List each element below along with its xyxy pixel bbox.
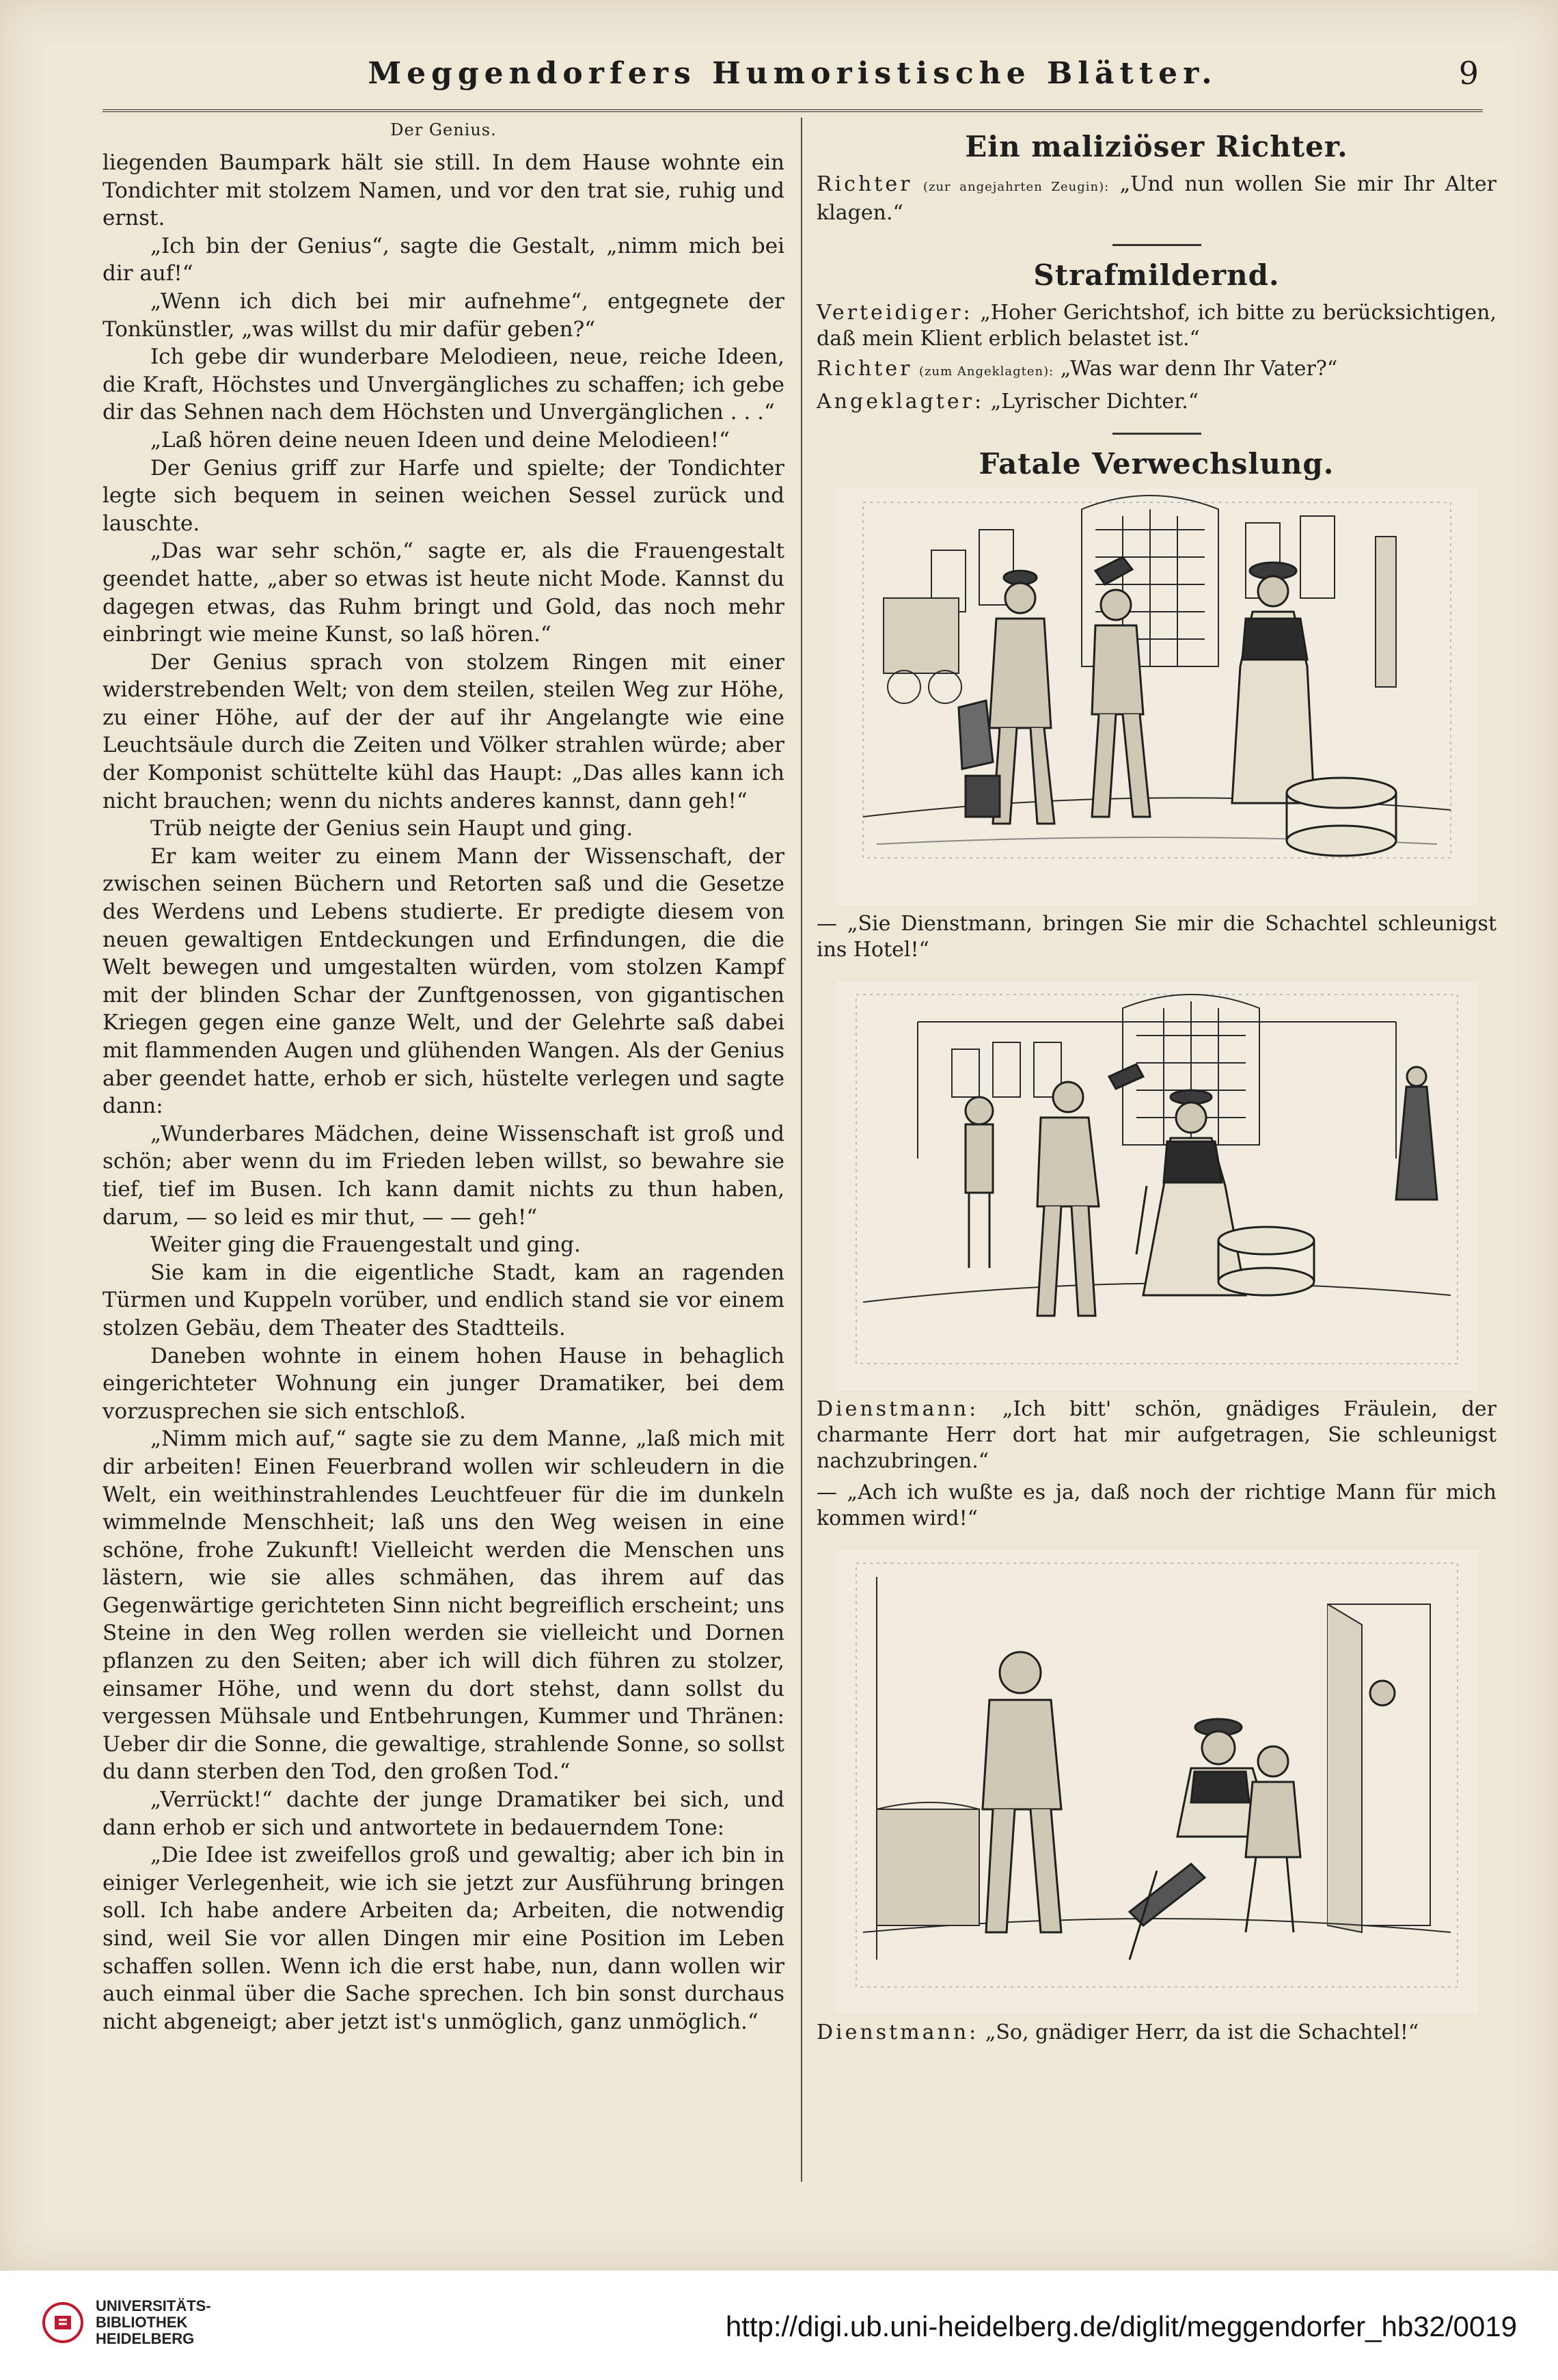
paragraph: Weiter ging die Frauengestalt und ging. (150, 1232, 581, 1258)
illustration-caption-reply: — „Ach ich wußte es ja, daß noch der richtige Mann für mich kommen wird!“ (817, 1480, 1496, 1530)
paragraph: „Die Idee ist zweifellos groß und gewaltig; aber ich bin in einiger Verlegenheit, wie ich sie jetzt zur Ausführung bringen soll. Ich habe andere Arbeiten da; Arbeiten, die notwendig sind, weil Sie vor allen Dingen mir eine Position im Leben schaffen sollen. Wenn ich die erst habe, nun, dann wollen wir auch einmal über die Sache sprechen. Ich bin sonst durchaus nicht abgeneigt; aber jetzt ist's unmöglich, ganz unmöglich.“ (102, 1843, 784, 2034)
illustration-caption (817, 1396, 1496, 1474)
dialog-line (817, 389, 1496, 415)
illustration-drawing (836, 1550, 1478, 2014)
section-rule (1112, 244, 1201, 246)
paragraph: Er kam weiter zu einem Mann der Wissenschaft, der zwischen seinen Büchern und Retorten saß und die Gesetze des Werdens und Lebens studierte. Er predigte diesem von neuen gewaltigen Entdeckungen und Erfindungen, die die Welt bewegen und umgestalten würden, vom stolzen Kampf mit der blinden Schar der Zunftgenossen, von gigantischen Kriegen gegen eine ganze Welt, und der Gelehrte saß dabei mit flammenden Augen und glühenden Wangen. Als der Genius aber geendet hatte, erhob er sich, hüstelte verlegen und sagte dann: (102, 843, 784, 1119)
illustration-drawing (836, 489, 1478, 906)
caption-text: „So, gnädiger Herr, da ist die Schachtel!“ (985, 2020, 1419, 2044)
speaker-label: Dienstmann: (817, 1397, 979, 1421)
column-divider (801, 118, 802, 2182)
stage-note: (zur angejahrten Zeugin): (922, 180, 1110, 194)
left-column (102, 118, 784, 2189)
dialog-text: „Und nun wollen Sie mir Ihr Alter klagen.“ (817, 172, 1496, 225)
paragraph: „Wunderbares Mädchen, deine Wissenschaft ist groß und schön; aber wenn du im Frieden leben willst, so bewahre sie tief, tief im Busen. Ich kann damit nichts zu thun haben, darum, — so leid es mir thut, — — geh!“ (102, 1121, 784, 1230)
page-number: 9 (1458, 55, 1479, 92)
journal-title: Meggendorfers Humoristische Blätter. (368, 56, 1218, 91)
page-header (102, 48, 1483, 112)
paragraph: Daneben wohnte in einem hohen Hause in behaglich eingerichteter Wohnung ein junger Dramatiker, bei dem vorzusprechen sie sich entschloß. (102, 1343, 784, 1424)
illustration-meeting-scene (836, 981, 1478, 1391)
dialog-line (817, 356, 1496, 385)
paragraph: „Nimm mich auf,“ sagte sie zu dem Manne, „laß mich mit dir arbeiten! Einen Feuerbrand wollen wir schleudern in die Welt, ein weithinstrahlendes Leuchtfeuer für die im dunkeln wimmelnde Menschheit; laß uns den Weg weisen in eine schöne, frohe Zukunft! Vielleicht werden die Menschen uns lästern, wie sie alles schmähen, das ihrem auf das Gegenwärtige gerichteten Sinn nicht begreiflich erscheint; uns Steine in den Weg rollen werden sie vielleicht und Dornen pflanzen zu den Seiten; aber ich will dich führen zu stolzer, einsamer Höhe, und wenn du dort stehst, dann sollst du vergessen Mühsale und Entbehrungen, Kummer und Thränen: Ueber dir die Sonne, die gewaltige, strahlende Sonne, so sollst du dann sterben den Tod, den großen Tod.“ (102, 1426, 784, 1785)
library-name-line: HEIDELBERG (96, 2330, 195, 2347)
illustration-caption (817, 2020, 1496, 2046)
paragraph: „Laß hören deine neuen Ideen und deine Melodieen!“ (150, 427, 730, 452)
speaker-label: Richter (817, 357, 913, 381)
illustration-caption: — „Sie Dienstmann, bringen Sie mir die Schachtel schleunigst ins Hotel!“ (817, 912, 1496, 962)
library-name-line: UNIVERSITÄTS- (96, 2297, 211, 2314)
paragraph: „Ich bin der Genius“, sagte die Gestalt, „nimm mich bei dir auf!“ (102, 233, 784, 286)
section-title: Strafmildernd. (1033, 258, 1280, 292)
paragraph: Sie kam in die eigentliche Stadt, kam an ragenden Türmen und Kuppeln vorüber, und endlich stand sie vor einem stolzen Gebäu, dem Theater des Stadtteils. (102, 1260, 784, 1340)
source-url-link[interactable]: http://digi.ub.uni-heidelberg.de/diglit/meggendorfer_hb32/0019 (725, 2310, 1517, 2342)
viewer-footer (0, 2271, 1558, 2380)
section-title: Fatale Verwechslung. (979, 447, 1335, 481)
stage-note: (zum Angeklagten): (919, 364, 1054, 379)
dialog-text: „Lyrischer Dichter.“ (990, 390, 1199, 414)
section-rule (1112, 433, 1201, 435)
caption-text: „Ich bitt' schön, gnädiges Fräulein, der charmante Herr dort hat mir aufgetragen, Sie schleunigst nachzubringen.“ (817, 1397, 1496, 1473)
speaker-label: Angeklagter: (817, 390, 985, 414)
speaker-label: Richter (817, 172, 913, 196)
paragraph: Der Genius sprach von stolzem Ringen mit einer widerstrebenden Welt; von dem steilen, steilen Weg zur Höhe, zu einer Höhe, auf der der auf ihr Angelangte wie eine Leuchtsäule durch die Zeiten und Völker strahlen würde; aber der Komponist schüttelte kühl das Haupt: „Das alles kann ich nicht brauchen; wenn du nichts anderes kannst, dann geh!“ (102, 649, 784, 813)
paragraph: „Verrückt!“ dachte der junge Dramatiker bei sich, und dann erhob er sich und antwortete in bedauerndem Tone: (102, 1787, 784, 1840)
library-name (96, 2298, 211, 2347)
paragraph: „Das war sehr schön,“ sagte er, als die Frauengestalt geendet hatte, „aber so etwas ist heute nicht Mode. Kannst du dagegen etwas, das Ruhm bringt und Gold, das noch mehr einbringt wie meine Kunst, so laß hören.“ (102, 539, 784, 647)
dialog-text: „Was war denn Ihr Vater?“ (1060, 357, 1338, 381)
illustration-street-scene (836, 489, 1478, 906)
university-seal-icon (41, 2301, 85, 2344)
dialog-line (817, 172, 1496, 226)
illustration-drawing (836, 981, 1478, 1391)
dialog-line (817, 300, 1496, 352)
paragraph: Ich gebe dir wunderbare Melodieen, neue, reiche Ideen, die Kraft, Höchstes und Unvergängliches zu schaffen; ich gebe dir das Sehnen nach dem Höchsten und Unvergänglichen . . .“ (102, 344, 784, 425)
speaker-label: Dienstmann: (817, 2020, 979, 2044)
story-title: Der Genius. (390, 120, 497, 139)
illustration-door-scene (836, 1550, 1478, 2014)
paragraph: „Wenn ich dich bei mir aufnehme“, entgegnete der Tonkünstler, „was willst du mir dafür geben?“ (102, 288, 784, 342)
paragraph: Trüb neigte der Genius sein Haupt und ging. (150, 816, 633, 841)
library-name-line: BIBLIOTHEK (96, 2314, 188, 2331)
dialog-text: „Hoher Gerichtshof, ich bitte zu berücksichtigen, daß mein Klient erblich belastet ist.“ (817, 301, 1496, 351)
section-title: Ein maliziöser Richter. (965, 130, 1348, 163)
right-column (817, 118, 1496, 2189)
paragraph: liegenden Baumpark hält sie still. In dem Hause wohnte ein Tondichter mit stolzem Namen, und vor den trat sie, ruhig und ernst. (102, 150, 784, 231)
paragraph: Der Genius griff zur Harfe und spielte; der Tondichter legte sich bequem in seinen weichen Sessel zurück und lauschte. (102, 455, 784, 536)
speaker-label: Verteidiger: (817, 301, 973, 325)
